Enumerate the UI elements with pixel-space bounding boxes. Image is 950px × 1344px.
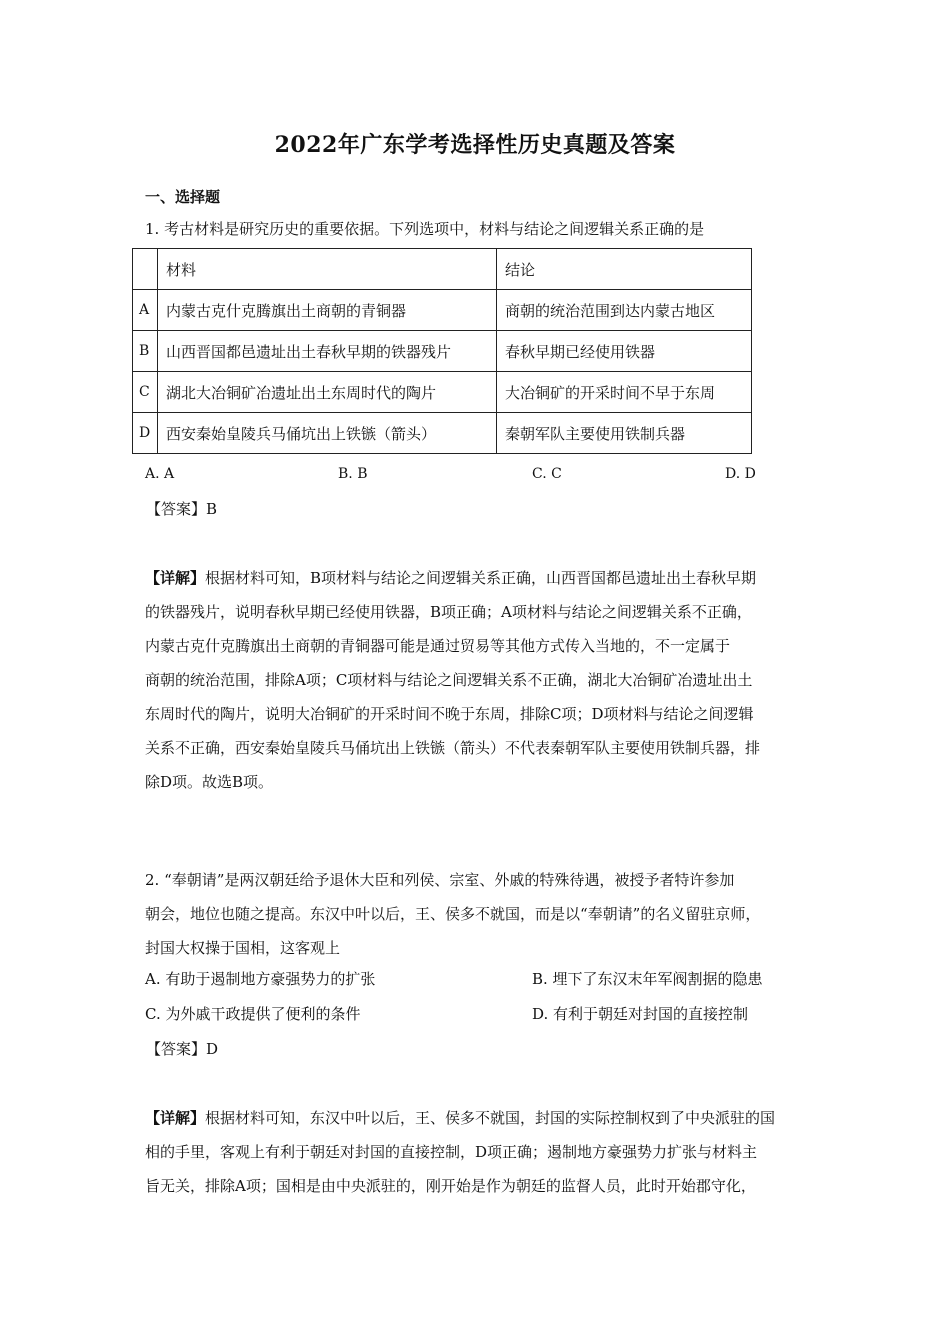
table-header-cell: 结论 [497, 249, 752, 290]
q2-choice-a: A. 有助于遏制地方豪强势力的扩张 [145, 970, 376, 988]
q2-explanation [145, 1101, 815, 1203]
explain-line: 根据材料可知，B项材料与结论之间逻辑关系正确，山西晋国都邑遗址出土春秋早期 [205, 569, 757, 587]
question-2-stem [145, 863, 815, 965]
section-heading: 一、选择题 [145, 188, 221, 206]
q1-answer: 【答案】B [146, 500, 218, 518]
q1-choice-c: C. C [532, 466, 562, 482]
question-1-stem: 1. 考古材料是研究历史的重要依据。下列选项中，材料与结论之间逻辑关系正确的是 [145, 220, 705, 238]
table-row [133, 413, 752, 454]
explain-line: 内蒙古克什克腾旗出土商朝的青铜器可能是通过贸易等其他方式传入当地的，不一定属于 [145, 637, 731, 655]
explain-line: 商朝的统治范围，排除A项；C项材料与结论之间逻辑关系不正确，湖北大冶铜矿冶遗址出土 [145, 671, 753, 689]
table-cell-option: C [133, 372, 158, 413]
stem-line: 2. “奉朝请”是两汉朝廷给予退休大臣和列侯、宗室、外戚的特殊待遇，被授予者特许参加 [145, 871, 735, 889]
q2-choice-c: C. 为外戚干政提供了便利的条件 [145, 1005, 361, 1023]
table-cell-conclusion: 秦朝军队主要使用铁制兵器 [497, 413, 752, 454]
explain-line: 旨无关，排除A项；国相是由中央派驻的，刚开始是作为朝廷的监督人员，此时开始郡守化， [145, 1177, 756, 1195]
table-row [133, 290, 752, 331]
q1-explanation [145, 561, 815, 799]
table-row [133, 372, 752, 413]
table-cell-conclusion: 商朝的统治范围到达内蒙古地区 [497, 290, 752, 331]
table-header-row [133, 249, 752, 290]
explain-line: 关系不正确，西安秦始皇陵兵马俑坑出上铁镞（箭头）不代表秦朝军队主要使用铁制兵器，排 [145, 739, 761, 757]
page-title: 2022年广东学考选择性历史真题及答案 [274, 132, 676, 158]
question-1-table [132, 248, 752, 454]
table-cell-material: 山西晋国都邑遗址出土春秋早期的铁器残片 [158, 331, 497, 372]
explain-label: 【详解】 [145, 1109, 206, 1127]
explain-line: 的铁器残片，说明春秋早期已经使用铁器，B项正确；A项材料与结论之间逻辑关系不正确， [145, 603, 752, 621]
table-cell-material: 内蒙古克什克腾旗出土商朝的青铜器 [158, 290, 497, 331]
explain-label: 【详解】 [145, 569, 206, 587]
table-cell-conclusion: 春秋早期已经使用铁器 [497, 331, 752, 372]
stem-line: 朝会，地位也随之提高。东汉中叶以后，王、侯多不就国，而是以“奉朝请”的名义留驻京师， [145, 905, 761, 923]
explain-line: 相的手里，客观上有利于朝廷对封国的直接控制，D项正确；遏制地方豪强势力扩张与材料主 [145, 1143, 758, 1161]
explain-line: 根据材料可知，东汉中叶以后，王、侯多不就国，封国的实际控制权到了中央派驻的国 [205, 1109, 776, 1127]
q1-choice-a: A. A [145, 466, 175, 482]
table-cell-material: 湖北大冶铜矿冶遗址出土东周时代的陶片 [158, 372, 497, 413]
q1-choice-d: D. D [725, 466, 756, 482]
table-cell-option: A [133, 290, 158, 331]
table-header-cell [133, 249, 158, 290]
explain-line: 东周时代的陶片，说明大冶铜矿的开采时间不晚于东周，排除C项；D项材料与结论之间逻辑 [145, 705, 754, 723]
q1-choice-b: B. B [338, 466, 368, 482]
q2-choice-d: D. 有利于朝廷对封国的直接控制 [532, 1005, 749, 1023]
table-cell-material: 西安秦始皇陵兵马俑坑出上铁镞（箭头） [158, 413, 497, 454]
explain-line: 除D项。故选B项。 [145, 773, 274, 791]
table-cell-option: B [133, 331, 158, 372]
table-row [133, 331, 752, 372]
q2-choice-b: B. 埋下了东汉末年军阀割据的隐患 [532, 970, 763, 988]
table-cell-option: D [133, 413, 158, 454]
table-cell-conclusion: 大冶铜矿的开采时间不早于东周 [497, 372, 752, 413]
stem-line: 封国大权操于国相，这客观上 [145, 939, 341, 957]
q2-answer: 【答案】D [146, 1040, 219, 1058]
table-header-cell: 材料 [158, 249, 497, 290]
